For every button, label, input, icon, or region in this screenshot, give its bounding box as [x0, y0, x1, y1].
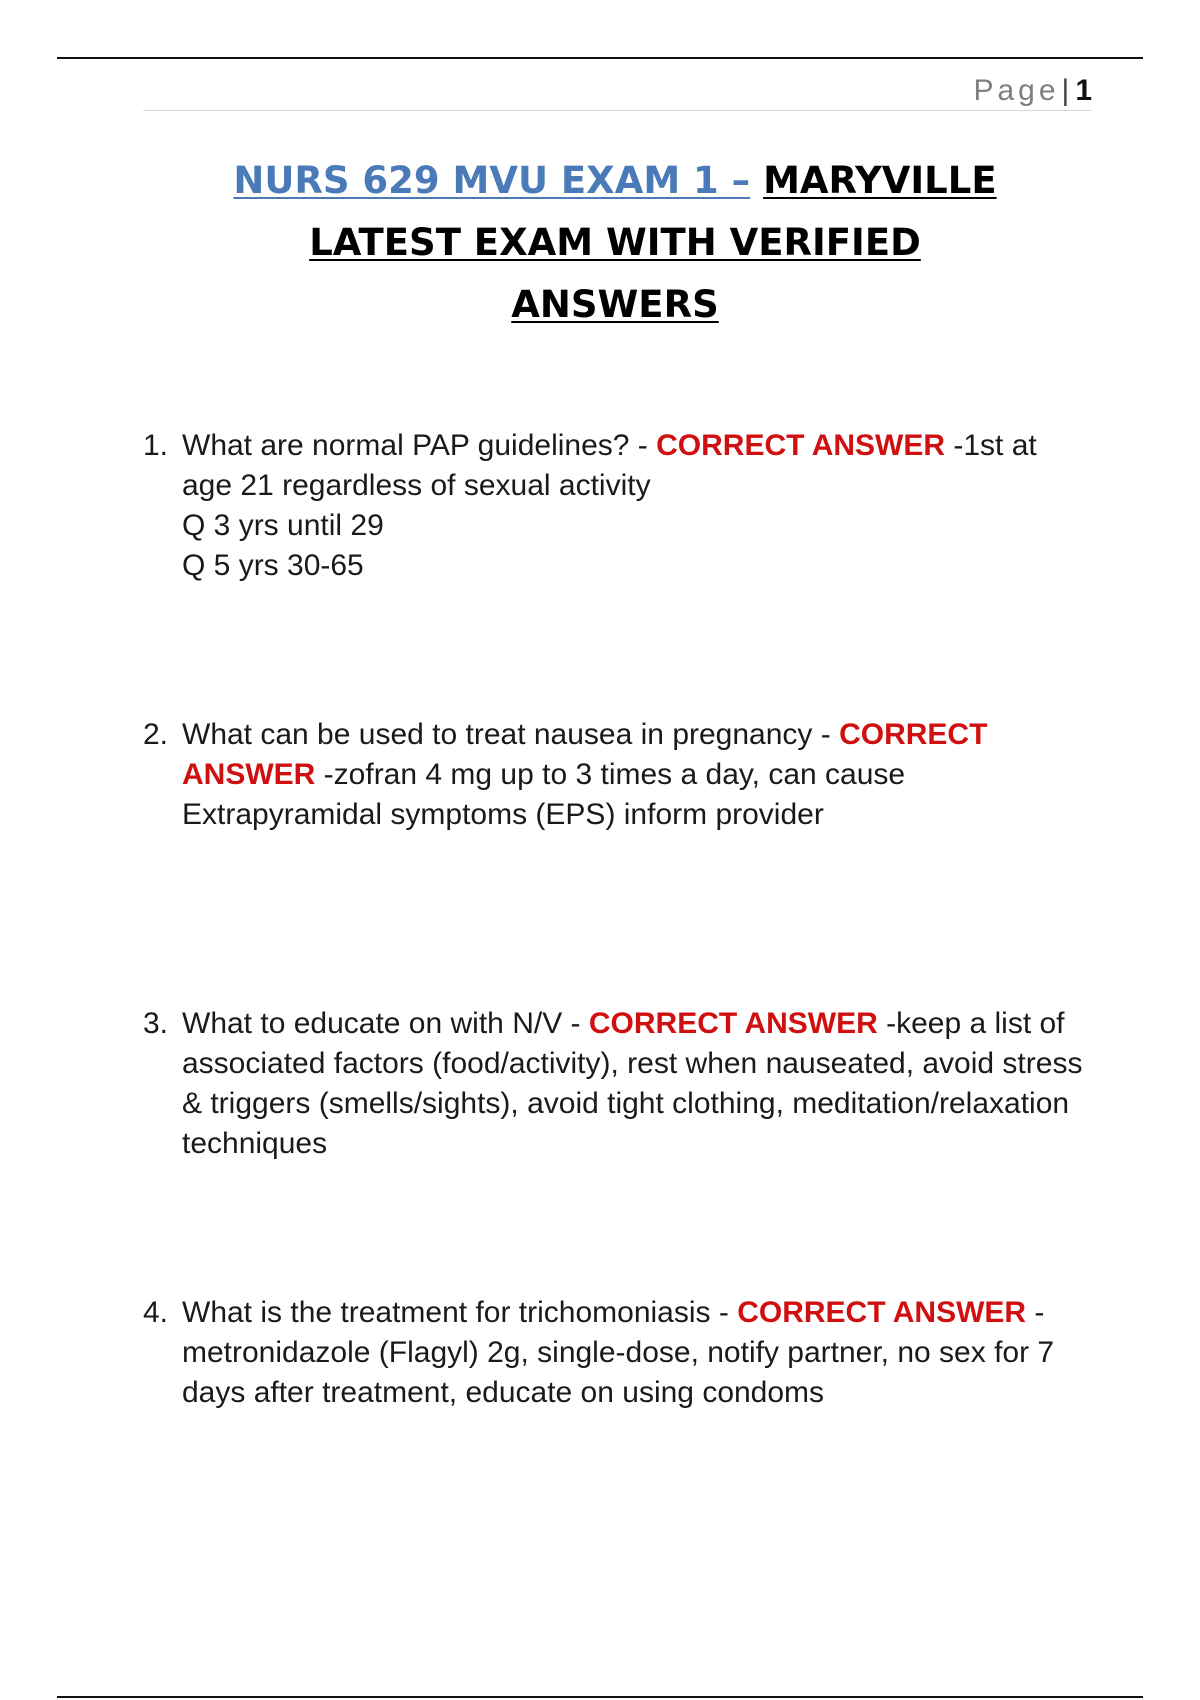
question-item: [143, 715, 1083, 835]
question-item: [143, 426, 1083, 586]
page-number: 1: [1075, 74, 1092, 107]
correct-answer-label: CORRECT ANSWER: [182, 718, 988, 791]
correct-answer-label: CORRECT ANSWER: [656, 429, 946, 462]
question-item: [143, 1293, 1083, 1413]
document-title: [140, 150, 1090, 336]
question-text: What are normal PAP guidelines? -: [182, 429, 657, 462]
correct-answer-label: CORRECT ANSWER: [737, 1296, 1027, 1329]
question-number: 4.: [143, 1296, 169, 1329]
question-number: 1.: [143, 429, 169, 462]
title-line-3: ANSWERS: [511, 283, 719, 326]
question-text: What to educate on with N/V -: [182, 1007, 589, 1040]
page-header: [143, 72, 1092, 111]
question-item: [143, 1004, 1083, 1164]
bottom-rule: [57, 1696, 1143, 1698]
top-rule: [57, 57, 1143, 59]
question-number: 3.: [143, 1007, 169, 1040]
correct-answer-label: CORRECT ANSWER: [588, 1007, 878, 1040]
page-separator: |: [1061, 74, 1070, 107]
answer-text: -keep a list of associated factors (food/activity), rest when nauseated, avoid stress & triggers (smells/sights), avoid tight clothing, meditation/relaxation techniques: [182, 1007, 1083, 1160]
answer-text: -1st at age 21 regardless of sexual activity: [182, 429, 1037, 502]
answer-text: -zofran 4 mg up to 3 times a day, can cause Extrapyramidal symptoms (EPS) inform provider: [182, 758, 906, 831]
question-number: 2.: [143, 718, 169, 751]
page-label: Page: [973, 74, 1060, 107]
answer-text: - metronidazole (Flagyl) 2g, single-dose, notify partner, no sex for 7 days after treatment, educate on using condoms: [182, 1296, 1055, 1409]
title-line-2: LATEST EXAM WITH VERIFIED: [309, 221, 921, 264]
title-course: NURS 629 MVU EXAM 1 –: [233, 159, 751, 202]
question-text: What is the treatment for trichomoniasis -: [182, 1296, 738, 1329]
title-institution: MARYVILLE: [763, 159, 997, 202]
answer-line: Q 5 yrs 30-65: [182, 549, 364, 582]
question-text: What can be used to treat nausea in pregnancy -: [182, 718, 840, 751]
answer-line: Q 3 yrs until 29: [182, 509, 384, 542]
